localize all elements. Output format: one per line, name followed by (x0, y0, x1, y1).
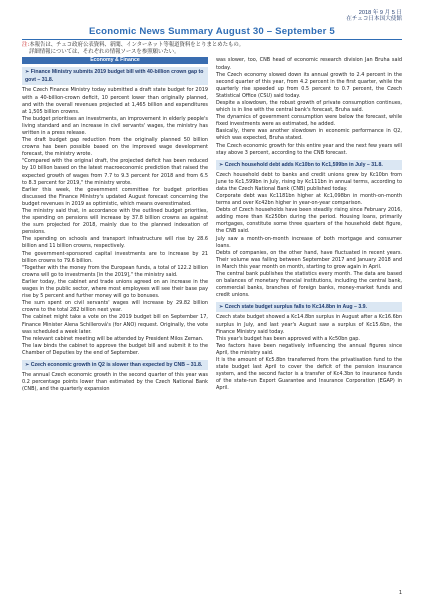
paragraph: "Together with the money from the European funds, a total of 122.2 billion crowns will go to investments [in the 2019]," the ministry said. (22, 264, 208, 278)
article-body-economic-growth-continued (216, 57, 402, 156)
section-header-economy: Economy & Finance (22, 57, 208, 64)
note-prefix: 注: (22, 42, 30, 48)
disclaimer-line-2: 詳細情報については、それぞれの情報ソースを参照願いたい。 (29, 49, 180, 56)
article-heading-text: Finance Ministry submits 2019 budget bill with 40-billion crown gap to govt – 31.8. (25, 69, 204, 84)
right-column (216, 57, 402, 393)
article-body-budget-bill (22, 87, 208, 357)
article-heading-economic-growth (22, 360, 208, 370)
paragraph: Earlier today, the cabinet and trade unions agreed on an increase in the wages in the public sector, where most employees will see their base pay rise by 5 percent and further money will go to bonuses. (22, 278, 208, 300)
paragraph: The law binds the cabinet to approve the budget bill and submit it to the Chamber of Deputies by the end of September. (22, 342, 208, 356)
paragraph: The cabinet might take a vote on the 2019 budget bill on September 17, Finance Minister Alena Schillerová's (for ANO) request. Originally, the vote was scheduled a week later. (22, 314, 208, 335)
paragraph: The government-sponsored capital investments are to increase by 21 billion crowns to 79.6 billion. (22, 250, 208, 264)
paragraph: Two factors have been negatively influencing the annual figures since April, the ministry said. (216, 342, 402, 356)
disclaimer-note (22, 42, 402, 56)
paragraph: Earlier this week, the government committee for budget priorities discussed the Finance Ministry's updated August forecast concerning the budget revenues in 2019 as optimistic, which means overestimated. (22, 186, 208, 207)
paragraph: Despite a slowdown, the robust growth of private consumption continues, which is in line with the central bank's forecast, Bruha said. (216, 99, 402, 114)
paragraph: Debts of Czech households have been steadily rising since February 2016, adding more than Kc250bn during the period. Housing loans, primarily mortgages, constitute some three quarters of the household debt figure, the CNB said. (216, 207, 402, 235)
paragraph: The relevant cabinet meeting will be attended by President Milos Zeman. (22, 335, 204, 342)
page-title: Economic News Summary August 30 – September 5 (89, 26, 335, 37)
article-heading-budget-bill (22, 67, 208, 85)
paragraph: The annual Czech economic growth in the second quarter of this year was 0.2 percentage points lower than estimated by the Czech National Bank (CNB), and the quarterly expansion (22, 371, 208, 393)
paragraph: This year's budget has been approved with a Kc50bn gap. (216, 335, 360, 342)
paragraph: The spending on schools and transport infrastructure will rise by 28.6 billion and 11 billion crowns, respectively. (22, 236, 208, 250)
paragraph: Corporate debt was Kc1181bn higher at Kc1,098bn in month-on-month terms and over Kc42bn higher in year-on-year comparison. (216, 193, 402, 207)
paragraph: Basically, there was another slowdown in economic performance in Q2, which was expected, Bruha stated. (216, 128, 402, 142)
paragraph: "Compared with the original draft, the projected deficit has been reduced by 10 billion based on the latest macroeconomic prediction that raised the expected growth of wages from 7.7 to 9.3 percent for 2018 and from 6.5 to 8.3 percent for 2019," the ministry wrote. (22, 158, 208, 186)
paragraph: It is the amount of Kc5.8bn transferred from the privatisation fund to the state budget last April to cover the deficit of the pension insurance system, and the second factor is a transfer of Kc4.3bn to insurance funds of the state-run Export Guarantee and Insurance Corporation (EGAP) in April. (216, 356, 402, 392)
paragraph: The Czech Finance Ministry today submitted a draft state budget for 2019 with a 40-billion-crown deficit, 10 percent lower than originally planned, and with the overall revenues projected at 1,465 billion and expenditures at 1,505 billion crowns. (22, 87, 208, 115)
chevron-right-icon: ➢ (219, 161, 225, 168)
chevron-right-icon: ➢ (219, 304, 225, 311)
paragraph: The Czech economy slowed down its annual growth to 2.4 percent in the second quarter of this year, from 4.2 percent in the first quarter, while the quarterly rise speeded up from 0.5 percent to 0.7 percent, the Czech Statistical Office (CSU) said today. (216, 71, 402, 99)
paragraph: was slower, too, CNB head of economic research division Jan Bruha said today. (216, 57, 402, 71)
report-date: 2018 年 9 月 5 日 (358, 10, 402, 16)
paragraph: The ministry said that, in accordance with the outlined budget priorities, the spending on pensions will increase by 37.8 billion crowns as against the sum projected for 2018, mainly due to the planned indexation of pensions. (22, 208, 208, 236)
note-line-1: 本報告は、チェコ政府公表資料、新聞、インターネット等報道資料をとりまとめたもの。 (29, 42, 244, 48)
page-number: 1 (398, 590, 402, 596)
paragraph: Czech state budget showed a Kc14.8bn surplus in August after a Kc16.6bn surplus in July, and last year's August saw a surplus of Kc15.6bn, the Finance Ministry said today. (216, 314, 402, 335)
left-column (22, 57, 208, 393)
title-divider (22, 39, 402, 40)
paragraph: The Czech economic growth for this entire year and the next few years will stay above 3 percent, according to the CNB forecast. (216, 142, 402, 156)
article-heading-household-debt (216, 160, 402, 170)
paragraph: The draft budget gap reduction from the originally planned 50 billion crowns has been possible based on the improved wage development forecast, the ministry wrote. (22, 137, 208, 158)
article-heading-text: Czech household debt adds Kc10bn to Kc1,599bn in July – 31.8. (224, 161, 383, 168)
paragraph: The budget prioritises an investments, an improvement in elderly people's living standard and an increase in civil servants' wages, the ministry has written in a press release. (22, 115, 208, 136)
paragraph: July saw a month-on-month increase of both mortgage and consumer loans. (216, 235, 402, 249)
paragraph: The sum spent on civil servants' wages will increase by 29.82 billion crowns to the total 282 billion next year. (22, 300, 208, 314)
embassy-name: 在チェコ日本国大使館 (346, 16, 402, 23)
article-heading-budget-surplus (216, 302, 402, 312)
paragraph: The central bank publishes the statistics every month. The data are based on balances of monetary financial institutions, including the central bank, commercial banks, branches of foreign banks, money-market funds and credit unions. (216, 271, 402, 299)
paragraph: Czech household debt to banks and credit unions grew by Kc10bn from June to Kc1,599bn in July, rising by Kc111bn in annual terms, according to data the Czech National Bank (CNB) published today. (216, 171, 402, 192)
article-body-budget-surplus (216, 314, 402, 392)
article-heading-text: Czech economic growth in Q2 is slower than expected by CNB – 31.8. (30, 361, 203, 368)
two-column-body (22, 57, 402, 393)
article-body-economic-growth (22, 372, 208, 393)
article-body-household-debt (216, 172, 402, 300)
article-heading-text: Czech state budget surplus falls to Kc14.8bn in Aug – 3.9. (224, 304, 368, 311)
header-bar (22, 10, 402, 22)
header-date-block (346, 10, 402, 22)
paragraph: Debts of companies, on the other hand, have fluctuated in recent years. Their volume was falling between September 2017 and January 2018 and in March this year month on month, starting to grow again in April. (216, 249, 402, 270)
paragraph: The dynamics of government consumption were below the forecast, while fixed investments were as estimated, he added. (216, 114, 402, 128)
chevron-right-icon: ➢ (25, 69, 31, 76)
chevron-right-icon: ➢ (25, 361, 31, 368)
